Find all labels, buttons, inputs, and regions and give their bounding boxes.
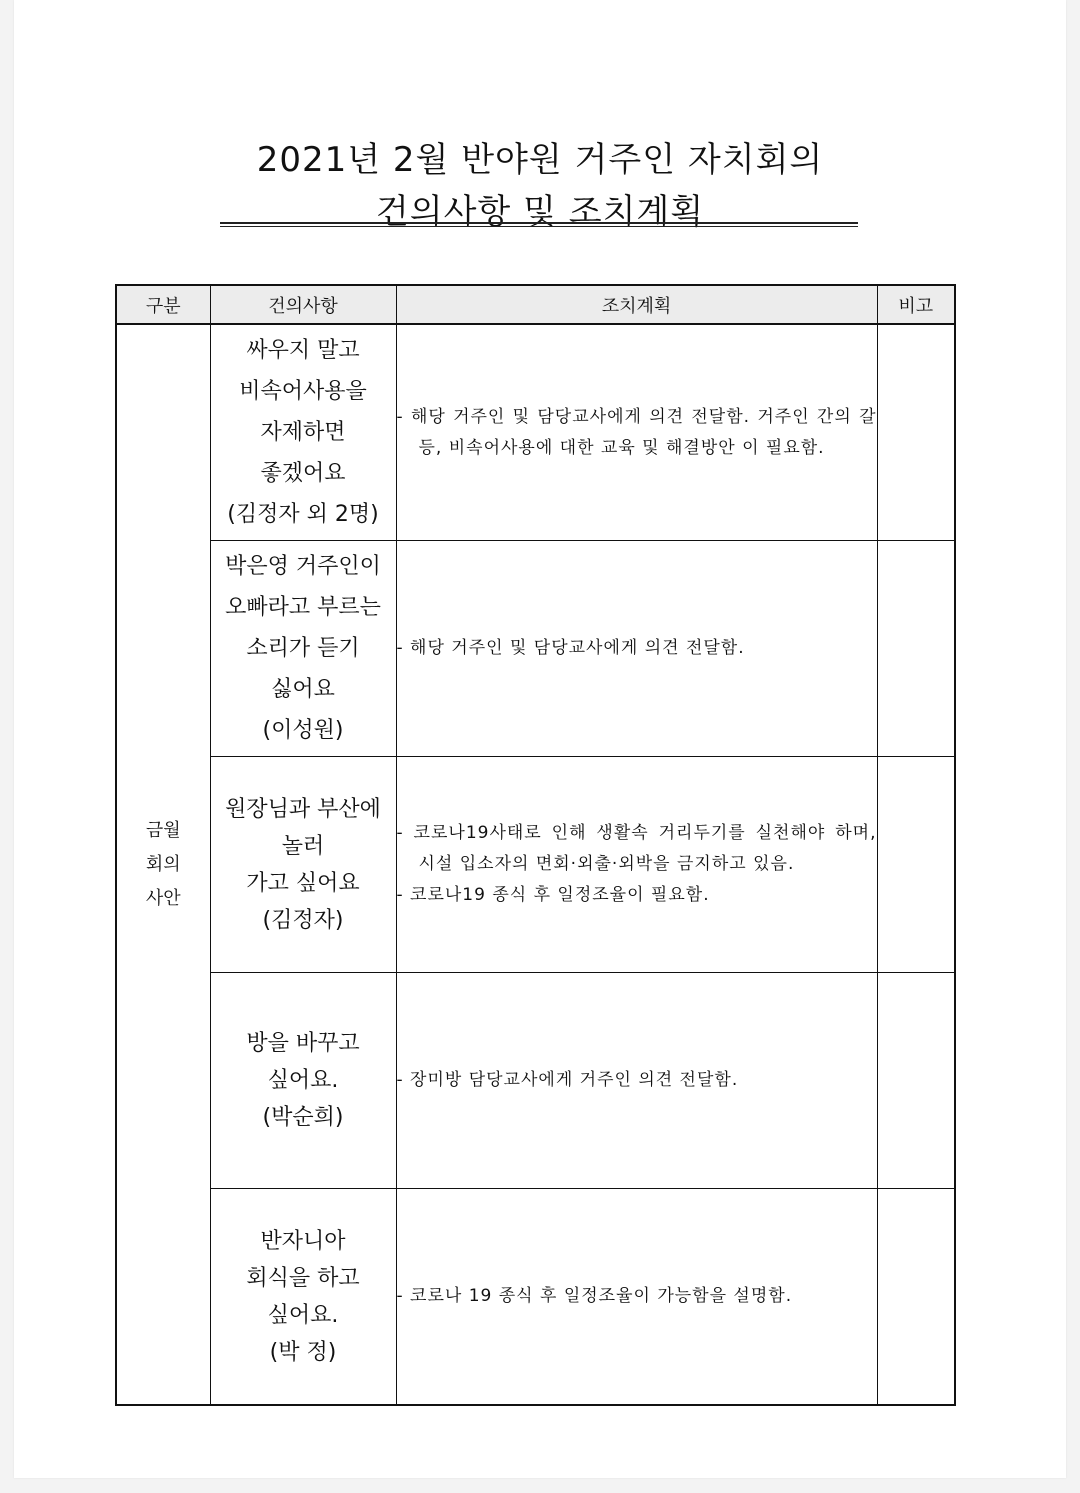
suggestion-author: (이성원) xyxy=(262,718,344,743)
header-remarks: 비고 xyxy=(877,285,955,324)
category-line: 금월 xyxy=(145,819,181,841)
suggestion-line: 오빠라고 부르는 xyxy=(225,595,381,620)
table-row xyxy=(116,973,955,1189)
action-item: - 코로나19 종식 후 일정조율이 필요함. xyxy=(396,885,710,905)
remarks-cell xyxy=(877,1189,955,1406)
action-item: - 해당 거주인 및 담당교사에게 의견 전달함. xyxy=(396,638,745,658)
suggestion-line: 가고 싶어요 xyxy=(246,870,360,896)
title-line-1: 2021년 2월 반야원 거주인 자치회의 xyxy=(256,140,824,180)
suggestion-line: 회식을 하고 xyxy=(246,1265,360,1291)
suggestion-cell xyxy=(210,757,396,973)
table-row xyxy=(116,541,955,757)
suggestion-author: (박 정) xyxy=(269,1339,337,1365)
header-action-plan: 조치계획 xyxy=(396,285,877,324)
suggestion-line: 싶어요. xyxy=(267,1302,339,1328)
suggestion-line: 소리가 듣기 xyxy=(246,636,360,661)
category-cell xyxy=(116,324,210,1405)
action-item: - 코로나19사태로 인해 생활속 거리두기를 실천해야 하며, 시설 입소자의 면회·외출·외박을 금지하고 있음. xyxy=(396,823,877,874)
suggestion-line: 싫어요 xyxy=(271,677,335,702)
suggestion-line: 원장님과 부산에 xyxy=(225,796,381,822)
remarks-cell xyxy=(877,541,955,757)
table-header-row xyxy=(116,285,955,324)
title-line-2: 건의사항 및 조치계획 xyxy=(375,192,705,232)
header-suggestion: 건의사항 xyxy=(210,285,396,324)
action-plan-cell xyxy=(396,541,877,757)
document-page xyxy=(14,0,1066,1478)
suggestion-author: (박순희) xyxy=(262,1105,344,1130)
suggestion-line: 싶어요. xyxy=(267,1068,339,1093)
suggestion-cell xyxy=(210,1189,396,1406)
remarks-cell xyxy=(877,973,955,1189)
table-row xyxy=(116,1189,955,1406)
category-line: 회의 xyxy=(145,853,181,875)
remarks-cell xyxy=(877,324,955,541)
action-plan-cell xyxy=(396,1189,877,1406)
suggestion-line: 좋겠어요 xyxy=(260,461,346,486)
suggestion-line: 반자니아 xyxy=(260,1228,346,1254)
suggestion-line: 놀러 xyxy=(281,833,325,859)
suggestion-author: (김정자) xyxy=(262,907,344,933)
suggestion-line: 박은영 거주인이 xyxy=(225,554,381,579)
action-plan-cell xyxy=(396,973,877,1189)
suggestion-line: 싸우지 말고 xyxy=(246,338,360,363)
action-item: - 장미방 담당교사에게 거주인 의견 전달함. xyxy=(396,1070,739,1090)
suggestion-line: 방을 바꾸고 xyxy=(246,1031,360,1056)
suggestion-author: (김정자 외 2명) xyxy=(227,502,379,527)
suggestion-cell xyxy=(210,973,396,1189)
remarks-cell xyxy=(877,757,955,973)
action-plan-cell xyxy=(396,757,877,973)
suggestion-cell xyxy=(210,541,396,757)
table-row xyxy=(116,324,955,541)
document-title xyxy=(14,138,1066,234)
suggestion-line: 비속어사용을 xyxy=(239,379,367,404)
title-underline xyxy=(220,222,858,227)
action-item: - 코로나 19 종식 후 일정조율이 가능함을 설명함. xyxy=(396,1286,793,1306)
action-item: - 해당 거주인 및 담당교사에게 의견 전달함. 거주인 간의 갈등, 비속어사용에 대한 교육 및 해결방안 이 필요함. xyxy=(396,406,877,458)
suggestion-line: 자제하면 xyxy=(260,420,346,445)
action-plan-cell xyxy=(396,324,877,541)
table-row xyxy=(116,757,955,973)
suggestion-cell xyxy=(210,324,396,541)
header-category: 구분 xyxy=(116,285,210,324)
suggestion-plan-table xyxy=(115,284,956,1406)
category-line: 사안 xyxy=(145,887,181,909)
